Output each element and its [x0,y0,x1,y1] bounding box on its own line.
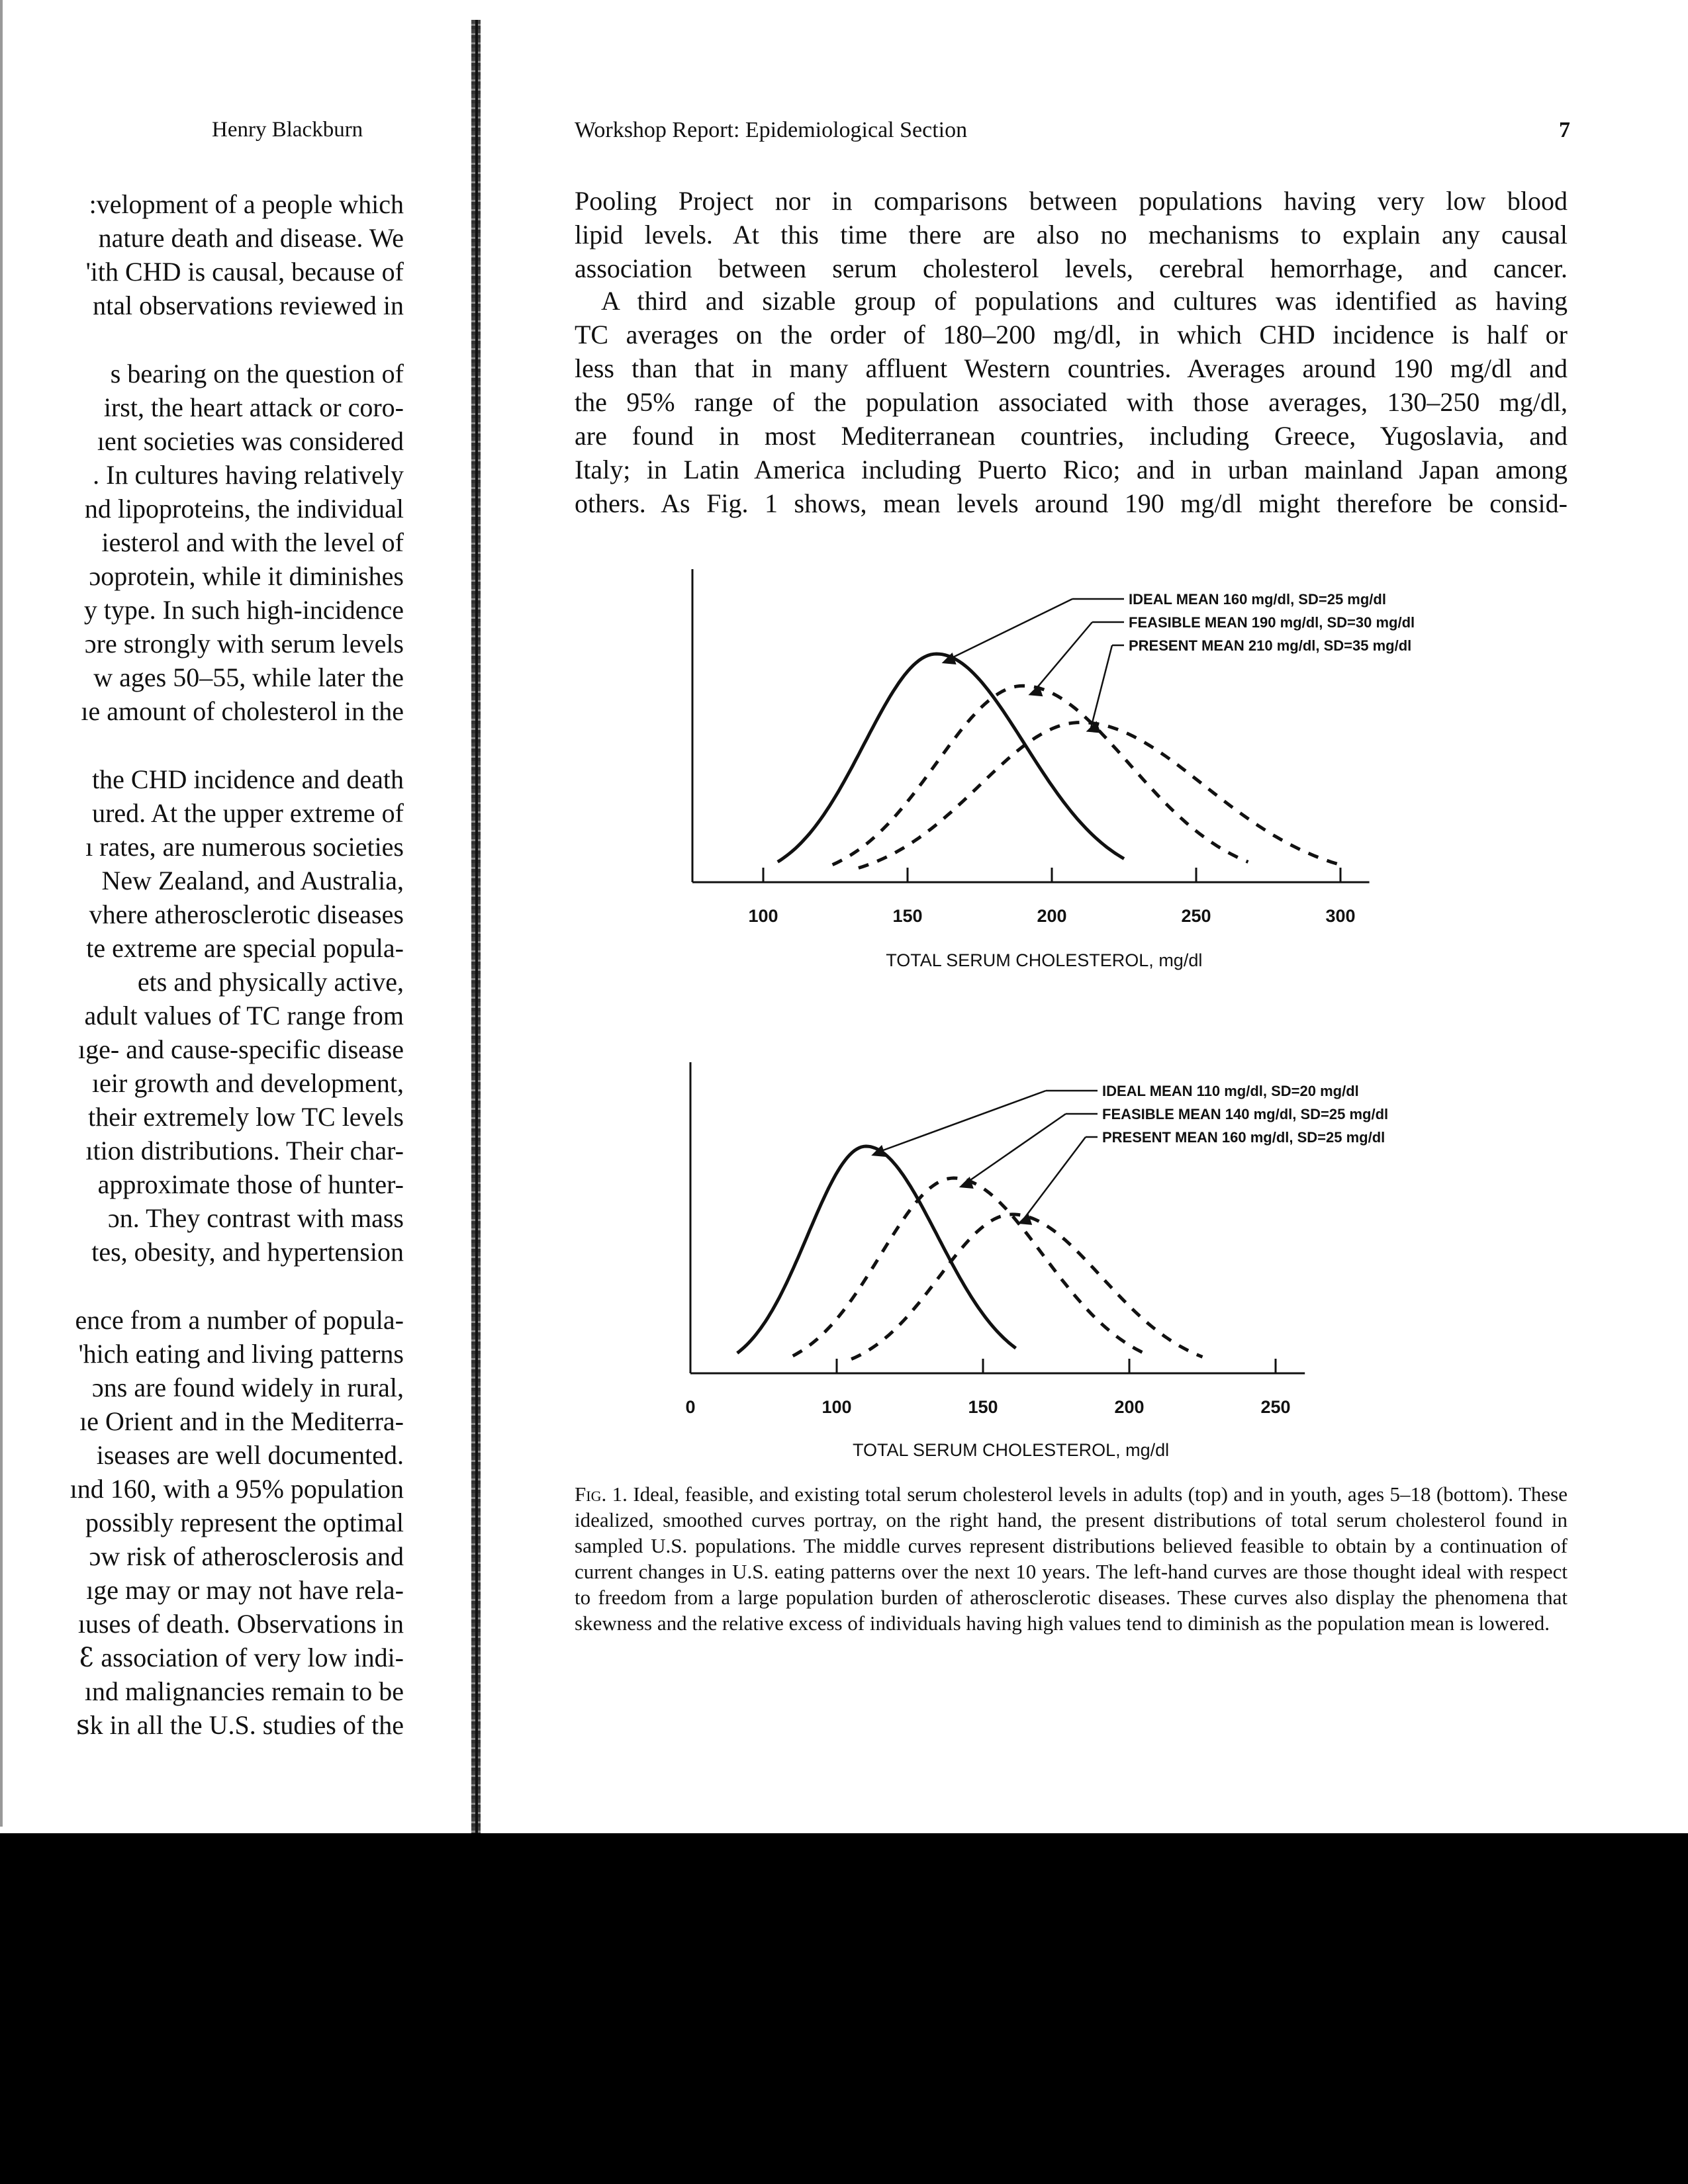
body-text-line: A third and sizable group of populations and cultures was identified as having [601,286,1568,316]
left-text-line: approximate those of hunter- [97,1169,404,1199]
left-text-line: ntal observations reviewed in [93,291,404,320]
left-text-line: their extremely low TC levels [88,1102,404,1132]
left-text-line: 'hich eating and living patterns [78,1339,404,1369]
left-text-line: vhere atherosclerotic diseases [89,899,404,929]
present-curve [859,723,1344,868]
left-text-line: . In cultures having relatively [93,460,404,490]
x-tick-label: 0 [685,1397,696,1417]
legend-leader [1033,622,1092,692]
left-text-line: w ages 50–55, while later the [93,662,404,692]
figure-caption-text: Ideal, feasible, and existing total serum cholesterol levels in adults (top) and in youth, ages 5–18 (bottom). These idealized, smoothed curves portray, on the right hand, the present distributions of total serum cholesterol found in sampled U.S. populations. The middle curves represent distributions believed feasible to obtain by a continuation of current changes in U.S. eating patterns over the next 10 years. The left-hand curves are those thought ideal with respect to freedom from a large population burden of atherosclerotic diseases. These curves also display the phenomena that skewness and the relative excess of individuals having high values tend to diminish as the population mean is lowered. [575,1482,1568,1635]
left-text-line: :velopment of a people which [89,189,404,219]
left-text-line: ɔns are found widely in rural, [92,1373,404,1402]
legend-entry: FEASIBLE MEAN 190 mg/dl, SD=30 mg/dl [1129,614,1415,631]
body-text-line: Pooling Project nor in comparisons between populations having very low blood [575,186,1568,216]
left-text-line: New Zealand, and Australia, [101,866,404,895]
page-number: 7 [1559,118,1570,142]
left-text-line: ɔw risk of atherosclerosis and [89,1541,404,1571]
left-text-line: ence from a number of popula- [75,1305,404,1335]
left-text-line: ꜫ association of very low indi- [79,1643,404,1672]
legend-leader [1022,1137,1086,1221]
body-text-line: lipid levels. At this time there are also no mechanisms to explain any causal [575,220,1568,250]
figure-label: Fig. 1. [575,1482,628,1506]
left-text-line: ıe Orient and in the Mediterra- [79,1406,404,1436]
left-text-line: ı rates, are numerous societies [85,832,404,862]
x-tick-label: 200 [1114,1397,1145,1417]
legend-entry: IDEAL MEAN 110 mg/dl, SD=20 mg/dl [1102,1083,1359,1099]
x-tick-label: 100 [821,1397,852,1417]
legend-leader [964,1114,1066,1185]
x-axis-title: TOTAL SERUM CHOLESTEROL, mg/dl [853,1440,1170,1460]
legend-entry: PRESENT MEAN 210 mg/dl, SD=35 mg/dl [1129,637,1412,654]
left-text-line: iseases are well documented. [96,1440,404,1470]
legend-entry: PRESENT MEAN 160 mg/dl, SD=25 mg/dl [1102,1129,1385,1146]
left-text-line: ets and physically active, [137,967,404,997]
scan-background [0,1833,1688,2184]
legend-entry: FEASIBLE MEAN 140 mg/dl, SD=25 mg/dl [1102,1106,1389,1122]
left-text-line: ıeir growth and development, [92,1068,404,1098]
x-tick-label: 250 [1181,906,1211,926]
left-text-line: ɔoprotein, while it diminishes [89,561,404,591]
left-text-line: ınd 160, with a 95% population [70,1474,404,1504]
x-tick-label: 250 [1260,1397,1291,1417]
x-tick-label: 150 [968,1397,998,1417]
left-text-line: s bearing on the question of [110,359,404,388]
body-text-line: TC averages on the order of 180–200 mg/dl, in which CHD incidence is half or [575,320,1568,349]
left-text-line: ıe amount of cholesterol in the [81,696,404,726]
x-tick-label: 150 [892,906,923,926]
left-text-line: ıge- and cause-specific disease [78,1034,404,1064]
feasible-curve [833,686,1248,864]
left-text-line: ꜱk in all the U.S. studies of the [76,1710,404,1740]
legend-entry: IDEAL MEAN 160 mg/dl, SD=25 mg/dl [1129,591,1386,608]
body-text-line: others. As Fig. 1 shows, mean levels around 190 mg/dl might therefore be consid- [575,488,1568,518]
left-text-line: te extreme are special popula- [86,933,404,963]
left-text-line: ınd malignancies remain to be [84,1676,404,1706]
body-text-line: are found in most Mediterranean countries, including Greece, Yugoslavia, and [575,421,1568,451]
body-text-line: the 95% range of the population associated with those averages, 130–250 mg/dl, [575,387,1568,417]
left-text-line: nd lipoproteins, the individual [84,494,404,523]
legend-leader [947,599,1072,660]
body-text-line: less than that in many affluent Western countries. Averages around 190 mg/dl and [575,353,1568,383]
x-tick-label: 300 [1325,906,1356,926]
figure-caption [575,1481,1568,1636]
left-text-line: tes, obesity, and hypertension [91,1237,404,1267]
left-text-line: ıuses of death. Observations in [77,1609,404,1639]
left-text-line: y type. In such high-incidence [83,595,404,625]
left-text-line: ured. At the upper extreme of [92,798,404,828]
right-running-head: Workshop Report: Epidemiological Section [575,118,968,142]
left-text-line: nature death and disease. We [98,223,404,253]
left-text-line: 'ith CHD is causal, because of [85,257,404,287]
x-tick-label: 200 [1037,906,1067,926]
left-text-line: ıtion distributions. Their char- [85,1136,404,1165]
left-text-line: ɔn. They contrast with mass [108,1203,404,1233]
x-axis-title: TOTAL SERUM CHOLESTEROL, mg/dl [886,950,1203,970]
left-text-line: ıge may or may not have rela- [86,1575,404,1605]
body-text-line: association between serum cholesterol levels, cerebral hemorrhage, and cancer. [575,253,1568,283]
legend-leader [1091,645,1112,729]
left-text-line: possibly represent the optimal [85,1508,404,1537]
left-text-line: iesterol and with the level of [101,527,404,557]
legend-leader [876,1091,1046,1153]
left-text-line: irst, the heart attack or coro- [103,392,404,422]
x-tick-label: 100 [748,906,778,926]
left-running-head: Henry Blackburn [212,118,363,142]
left-text-line: the CHD incidence and death [92,764,404,794]
left-text-line: ıent societies was considered [97,426,404,456]
left-text-line: ɔre strongly with serum levels [84,629,404,659]
left-text-line: adult values of TC range from [84,1001,404,1030]
body-text-line: Italy; in Latin America including Puerto Rico; and in urban mainland Japan among [575,455,1568,484]
ideal-curve [778,654,1124,862]
